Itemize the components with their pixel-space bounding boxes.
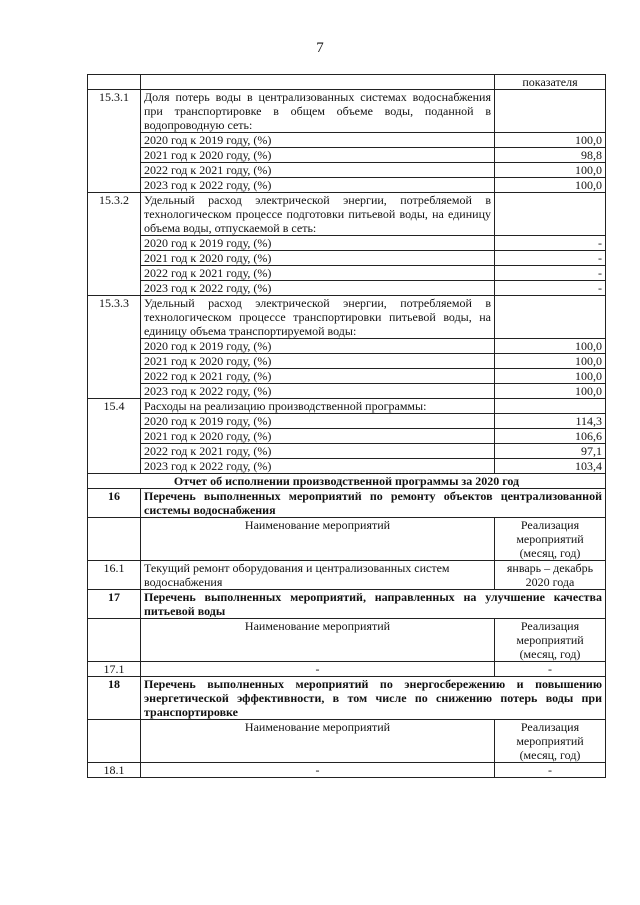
period-label: 2022 год к 2021 году, (%) (141, 444, 495, 459)
indicator-value (495, 90, 606, 133)
period-label: 2023 год к 2022 году, (%) (141, 281, 495, 296)
column-header-name: Наименование мероприятий (141, 619, 495, 662)
indicator-description: Удельный расход электрической энергии, потребляемой в технологическом процессе подготовки питьевой воды, на единицу объема воды, отпускаемой в сеть: (141, 193, 495, 236)
period-label: 2021 год к 2020 году, (%) (141, 354, 495, 369)
table-row (88, 720, 606, 763)
indicator-number: 15.4 (88, 399, 141, 474)
column-header-realization: Реализация мероприятий (месяц, год) (495, 518, 606, 561)
cell-empty (88, 720, 141, 763)
table-row (88, 266, 606, 281)
period-value: 100,0 (495, 178, 606, 193)
report-title: Отчет об исполнении производственной программы за 2020 год (88, 474, 606, 489)
indicator-description: Расходы на реализацию производственной программы: (141, 399, 495, 414)
table-row (88, 163, 606, 178)
table-row (88, 474, 606, 489)
item-period: - (495, 763, 606, 778)
section-number: 17 (88, 590, 141, 619)
table-row (88, 414, 606, 429)
table-row (88, 90, 606, 133)
table-row (88, 662, 606, 677)
indicator-number: 15.3.1 (88, 90, 141, 193)
period-value: 114,3 (495, 414, 606, 429)
period-label: 2020 год к 2019 году, (%) (141, 414, 495, 429)
item-number: 18.1 (88, 763, 141, 778)
item-number: 16.1 (88, 561, 141, 590)
table-row (88, 763, 606, 778)
table-row (88, 193, 606, 236)
indicators-table (87, 74, 606, 778)
item-name: - (141, 763, 495, 778)
period-label: 2023 год к 2022 году, (%) (141, 384, 495, 399)
period-label: 2021 год к 2020 году, (%) (141, 429, 495, 444)
table-row (88, 369, 606, 384)
table-row (88, 384, 606, 399)
period-value: 98,8 (495, 148, 606, 163)
period-label: 2020 год к 2019 году, (%) (141, 236, 495, 251)
table-row (88, 561, 606, 590)
indicators-table-body (88, 75, 606, 778)
item-period: - (495, 662, 606, 677)
column-header-name: Наименование мероприятий (141, 518, 495, 561)
period-value: 100,0 (495, 133, 606, 148)
table-row (88, 339, 606, 354)
table-row (88, 489, 606, 518)
indicator-value (495, 296, 606, 339)
period-value: - (495, 251, 606, 266)
table-row (88, 429, 606, 444)
indicator-value (495, 193, 606, 236)
indicator-number: 15.3.2 (88, 193, 141, 296)
period-value: 100,0 (495, 339, 606, 354)
table-row (88, 281, 606, 296)
period-value: 103,4 (495, 459, 606, 474)
column-header-realization: Реализация мероприятий (месяц, год) (495, 619, 606, 662)
item-name: - (141, 662, 495, 677)
period-value: 97,1 (495, 444, 606, 459)
column-header-name: Наименование мероприятий (141, 720, 495, 763)
cell-empty (141, 75, 495, 90)
table-row (88, 590, 606, 619)
section-title: Перечень выполненных мероприятий по энергосбережению и повышению энергетической эффективности, в том числе по снижению потерь воды при транспортировке (141, 677, 606, 720)
period-label: 2020 год к 2019 году, (%) (141, 133, 495, 148)
table-row (88, 619, 606, 662)
page-number: 7 (316, 40, 324, 56)
table-row (88, 354, 606, 369)
column-header-realization: Реализация мероприятий (месяц, год) (495, 720, 606, 763)
section-number: 18 (88, 677, 141, 720)
table-row (88, 459, 606, 474)
section-title: Перечень выполненных мероприятий, направленных на улучшение качества питьевой воды (141, 590, 606, 619)
table-row (88, 75, 606, 90)
period-label: 2023 год к 2022 году, (%) (141, 178, 495, 193)
indicator-description: Удельный расход электрической энергии, потребляемой в технологическом процессе транспортировки питьевой воды, на единицу объема транспортируемой воды: (141, 296, 495, 339)
table-row (88, 178, 606, 193)
period-label: 2022 год к 2021 году, (%) (141, 163, 495, 178)
period-value: 100,0 (495, 354, 606, 369)
table-row (88, 148, 606, 163)
table-row (88, 399, 606, 414)
period-label: 2021 год к 2020 году, (%) (141, 251, 495, 266)
table-row (88, 251, 606, 266)
period-label: 2022 год к 2021 году, (%) (141, 266, 495, 281)
item-number: 17.1 (88, 662, 141, 677)
period-value: 106,6 (495, 429, 606, 444)
table-row (88, 133, 606, 148)
period-value: 100,0 (495, 369, 606, 384)
cell-empty (88, 518, 141, 561)
indicator-number: 15.3.3 (88, 296, 141, 399)
cell-empty (88, 75, 141, 90)
table-row (88, 444, 606, 459)
table-row (88, 296, 606, 339)
period-label: 2023 год к 2022 году, (%) (141, 459, 495, 474)
table-row (88, 236, 606, 251)
period-label: 2021 год к 2020 году, (%) (141, 148, 495, 163)
item-name: Текущий ремонт оборудования и централизованных систем водоснабжения (141, 561, 495, 590)
table-row (88, 518, 606, 561)
header-continuation: показателя (495, 75, 606, 90)
section-title: Перечень выполненных мероприятий по ремонту объектов централизованной системы водоснабжения (141, 489, 606, 518)
cell-empty (88, 619, 141, 662)
section-number: 16 (88, 489, 141, 518)
indicator-description: Доля потерь воды в централизованных системах водоснабжения при транспортировке в общем объеме воды, поданной в водопроводную сеть: (141, 90, 495, 133)
period-value: 100,0 (495, 163, 606, 178)
period-label: 2020 год к 2019 году, (%) (141, 339, 495, 354)
period-value: - (495, 281, 606, 296)
period-value: - (495, 236, 606, 251)
indicator-value (495, 399, 606, 414)
table-row (88, 677, 606, 720)
item-period: январь – декабрь 2020 года (495, 561, 606, 590)
period-value: 100,0 (495, 384, 606, 399)
period-label: 2022 год к 2021 году, (%) (141, 369, 495, 384)
period-value: - (495, 266, 606, 281)
